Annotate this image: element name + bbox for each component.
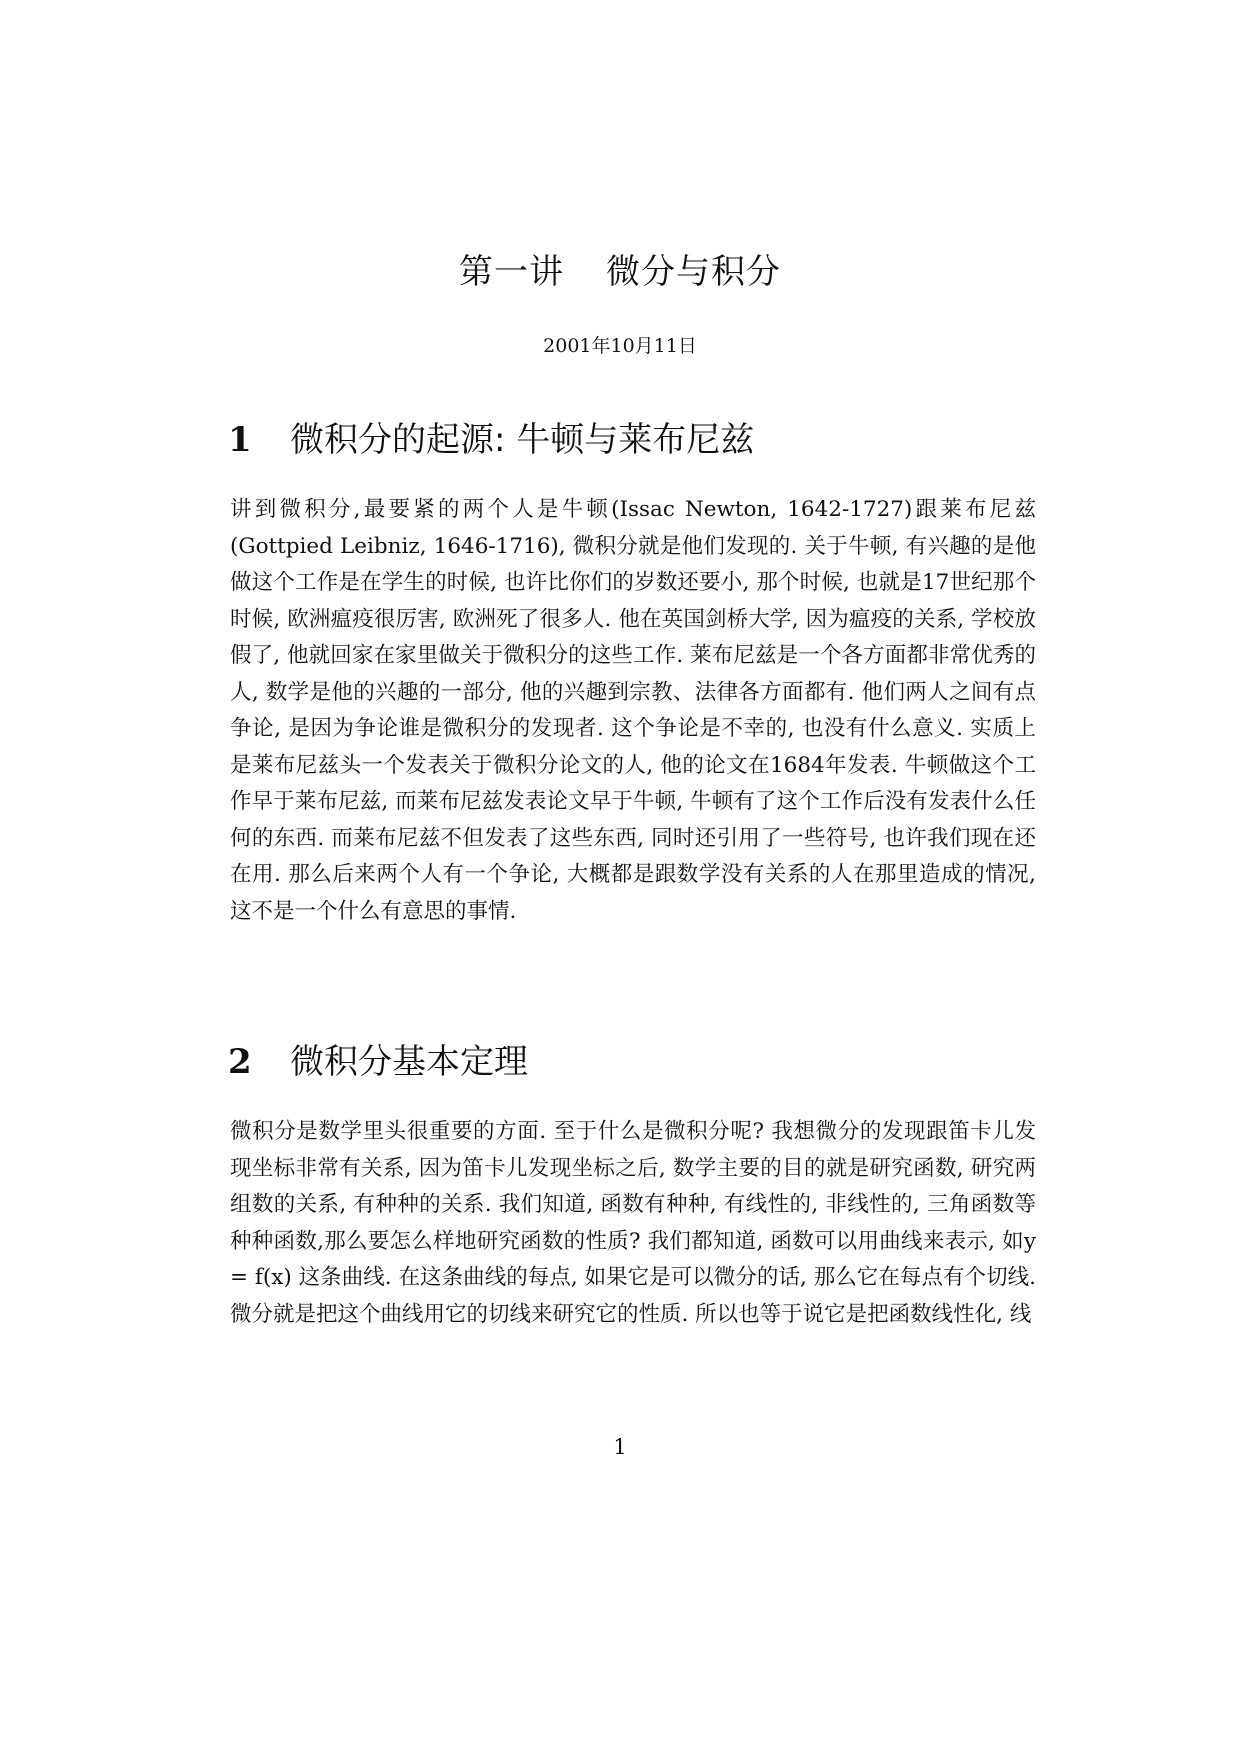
- section-2-body: 微积分是数学里头很重要的方面. 至于什么是微积分呢? 我想微分的发现跟笛卡儿发现坐标非常有关系, 因为笛卡儿发现坐标之后, 数学主要的目的就是研究函数, 研究两组数的关系, 有种种的关系. 我们知道, 函数有种种, 有线性的, 非线性的, 三角函数等种种函数,那么要怎么样地研究函数的性质? 我们都知道, 函数可以用曲线来表示, 如y = f(x) 这条曲线. 在这条曲线的每点, 如果它是可以微分的话, 那么它在每点有个切线. 微分就是把这个曲线用它的切线来研究它的性质. 所以也等于说它是把函数线性化, 线: [230, 1119, 1036, 1327]
- page-number: 1: [613, 1435, 627, 1459]
- section-1-number: 1: [228, 420, 252, 460]
- section-1-heading: [228, 418, 754, 462]
- document-title: [0, 250, 1240, 294]
- document-date: 2001年10月11日: [543, 335, 697, 357]
- title-topic: 微分与积分: [606, 252, 781, 292]
- title-lecture-number: 第一讲: [459, 252, 564, 292]
- section-1-title: 微积分的起源: 牛顿与莱布尼兹: [290, 420, 755, 460]
- section-2-heading: [228, 1040, 528, 1084]
- section-2-number: 2: [228, 1042, 252, 1082]
- section-2-title: 微积分基本定理: [290, 1042, 528, 1082]
- section-1-body: 讲到微积分,最要紧的两个人是牛顿(Issac Newton, 1642-1727)跟莱布尼兹(Gottpied Leibniz, 1646-1716), 微积分就是他们发现的. 关于牛顿, 有兴趣的是他做这个工作是在学生的时候, 也许比你们的岁数还要小, 那个时候, 也就是17世纪那个时候, 欧洲瘟疫很厉害, 欧洲死了很多人. 他在英国剑桥大学, 因为瘟疫的关系, 学校放假了, 他就回家在家里做关于微积分的这些工作. 莱布尼兹是一个各方面都非常优秀的人, 数学是他的兴趣的一部分, 他的兴趣到宗教、法律各方面都有. 他们两人之间有点争论, 是因为争论谁是微积分的发现者. 这个争论是不幸的, 也没有什么意义. 实质上是莱布尼兹头一个发表关于微积分论文的人, 他的论文在1684年发表. 牛顿做这个工作早于莱布尼兹, 而莱布尼兹发表论文早于牛顿, 牛顿有了这个工作后没有发表什么任何的东西. 而莱布尼兹不但发表了这些东西, 同时还引用了一些符号, 也许我们现在还在用. 那么后来两个人有一个争论, 大概都是跟数学没有关系的人在那里造成的情况, 这不是一个什么有意思的事情.: [230, 497, 1036, 924]
